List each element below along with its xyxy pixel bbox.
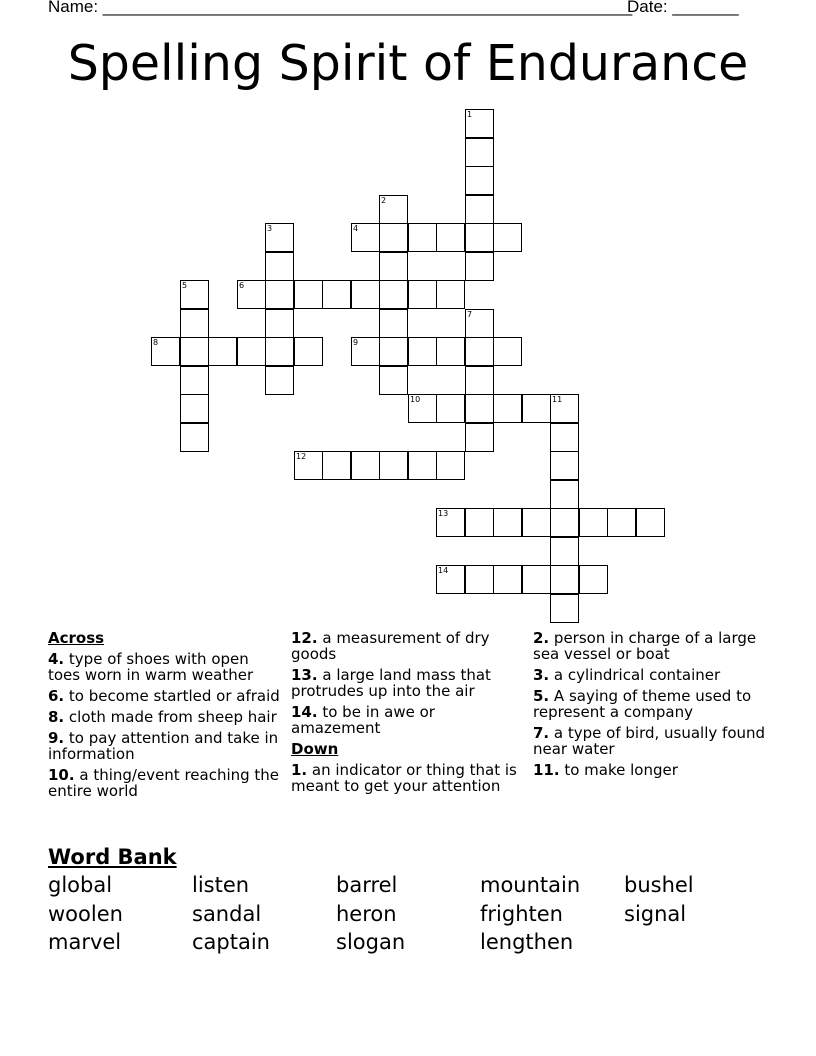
word-bank-item: bushel xyxy=(624,873,694,897)
grid-cell[interactable] xyxy=(180,366,209,395)
grid-cell[interactable] xyxy=(579,508,608,537)
grid-cell[interactable] xyxy=(208,337,237,366)
clue-text: a cylindrical container xyxy=(553,666,721,684)
grid-cell[interactable] xyxy=(550,565,579,594)
grid-cell[interactable] xyxy=(493,394,522,423)
grid-cell[interactable] xyxy=(408,451,437,480)
grid-cell[interactable] xyxy=(379,252,408,281)
clue-down-11 xyxy=(533,762,769,778)
clue-text: to be in awe or amazement xyxy=(291,703,435,737)
word-bank-item: heron xyxy=(336,902,397,926)
grid-cell[interactable] xyxy=(180,337,209,366)
grid-cell[interactable] xyxy=(294,451,323,480)
grid-cell[interactable] xyxy=(436,508,465,537)
clue-down-7 xyxy=(533,725,769,757)
clue-number-label: 13 xyxy=(438,509,449,518)
clue-text: an indicator or thing that is meant to get your attention xyxy=(291,761,517,795)
grid-cell[interactable] xyxy=(379,280,408,309)
grid-cell[interactable] xyxy=(550,394,579,423)
grid-cell[interactable] xyxy=(436,280,465,309)
grid-cell[interactable] xyxy=(180,280,209,309)
grid-cell[interactable] xyxy=(436,394,465,423)
clue-number-label: 7 xyxy=(467,310,473,319)
grid-cell[interactable] xyxy=(379,309,408,338)
grid-cell[interactable] xyxy=(465,223,494,252)
clue-across-9 xyxy=(48,730,284,762)
clue-number: 2. xyxy=(533,629,550,647)
grid-cell[interactable] xyxy=(550,594,579,623)
word-bank-item: sandal xyxy=(192,902,262,926)
grid-cell[interactable] xyxy=(322,280,351,309)
clue-text: A saying of theme used to represent a company xyxy=(533,687,752,721)
grid-cell[interactable] xyxy=(550,508,579,537)
word-bank-item: frighten xyxy=(480,902,563,926)
clue-down-5 xyxy=(533,688,769,720)
grid-cell[interactable] xyxy=(379,337,408,366)
grid-cell[interactable] xyxy=(550,480,579,509)
name-field-label: Name: ________________________________________________________ xyxy=(48,0,633,16)
grid-cell[interactable] xyxy=(408,337,437,366)
grid-cell[interactable] xyxy=(493,565,522,594)
grid-cell[interactable] xyxy=(522,394,551,423)
grid-cell[interactable] xyxy=(465,309,494,338)
clue-number: 12. xyxy=(291,629,318,647)
date-field-label: Date: _______ xyxy=(627,0,739,16)
clue-number-label: 9 xyxy=(353,338,359,347)
clue-number: 3. xyxy=(533,666,550,684)
clue-number: 9. xyxy=(48,729,65,747)
grid-cell[interactable] xyxy=(351,223,380,252)
grid-cell[interactable] xyxy=(294,280,323,309)
word-bank-title: Word Bank xyxy=(48,845,177,869)
clue-number: 1. xyxy=(291,761,308,779)
grid-cell[interactable] xyxy=(265,223,294,252)
grid-cell[interactable] xyxy=(265,309,294,338)
grid-cell[interactable] xyxy=(379,366,408,395)
grid-cell[interactable] xyxy=(408,223,437,252)
grid-cell[interactable] xyxy=(265,280,294,309)
clue-number: 13. xyxy=(291,666,318,684)
grid-cell[interactable] xyxy=(436,337,465,366)
grid-cell[interactable] xyxy=(465,508,494,537)
grid-cell[interactable] xyxy=(265,366,294,395)
word-bank-item: barrel xyxy=(336,873,398,897)
grid-cell[interactable] xyxy=(465,166,494,195)
grid-cell[interactable] xyxy=(180,423,209,452)
grid-cell[interactable] xyxy=(579,565,608,594)
grid-cell[interactable] xyxy=(493,508,522,537)
clue-text: type of shoes with open toes worn in warm weather xyxy=(48,650,254,684)
across-heading: Across xyxy=(48,629,105,647)
grid-cell[interactable] xyxy=(465,252,494,281)
clue-number: 5. xyxy=(533,687,550,705)
grid-cell[interactable] xyxy=(465,366,494,395)
grid-cell[interactable] xyxy=(465,195,494,224)
word-bank-item: listen xyxy=(192,873,250,897)
clue-across-12 xyxy=(291,630,527,662)
grid-cell[interactable] xyxy=(351,451,380,480)
clue-number-label: 5 xyxy=(182,281,188,290)
word-bank-item: mountain xyxy=(480,873,581,897)
clue-text: to pay attention and take in information xyxy=(48,729,279,763)
grid-cell[interactable] xyxy=(351,337,380,366)
clue-number-label: 1 xyxy=(467,110,473,119)
clue-number: 11. xyxy=(533,761,560,779)
clue-down-2 xyxy=(533,630,769,662)
grid-cell[interactable] xyxy=(237,280,266,309)
grid-cell[interactable] xyxy=(493,223,522,252)
grid-cell[interactable] xyxy=(436,223,465,252)
clues-column-3 xyxy=(533,630,769,783)
grid-cell[interactable] xyxy=(493,337,522,366)
grid-cell[interactable] xyxy=(180,309,209,338)
grid-cell[interactable] xyxy=(180,394,209,423)
page-title: Spelling Spirit of Endurance xyxy=(67,35,749,92)
clue-number-label: 4 xyxy=(353,224,359,233)
grid-cell[interactable] xyxy=(265,337,294,366)
clue-down-3 xyxy=(533,667,769,683)
clues-column-2 xyxy=(291,630,527,799)
word-bank-item: signal xyxy=(624,902,687,926)
grid-cell[interactable] xyxy=(465,109,494,138)
clue-number-label: 14 xyxy=(438,566,449,575)
clue-number-label: 8 xyxy=(153,338,159,347)
clue-number: 10. xyxy=(48,766,75,784)
word-bank-item: slogan xyxy=(336,930,406,954)
word-bank-item: woolen xyxy=(48,902,123,926)
down-heading: Down xyxy=(291,740,339,758)
clue-text: a measurement of dry goods xyxy=(291,629,490,663)
grid-cell[interactable] xyxy=(465,565,494,594)
clue-across-4 xyxy=(48,651,284,683)
grid-cell[interactable] xyxy=(379,223,408,252)
grid-cell[interactable] xyxy=(465,423,494,452)
grid-cell[interactable] xyxy=(294,337,323,366)
clue-down-1 xyxy=(291,762,527,794)
clue-across-8 xyxy=(48,709,284,725)
word-bank-item: lengthen xyxy=(480,930,574,954)
grid-cell[interactable] xyxy=(379,195,408,224)
grid-cell[interactable] xyxy=(351,280,380,309)
clue-number: 7. xyxy=(533,724,550,742)
clue-text: a thing/event reaching the entire world xyxy=(48,766,280,800)
grid-cell[interactable] xyxy=(436,451,465,480)
grid-cell[interactable] xyxy=(522,508,551,537)
clue-across-10 xyxy=(48,767,284,799)
word-bank-item: captain xyxy=(192,930,270,954)
grid-cell[interactable] xyxy=(265,252,294,281)
clue-across-13 xyxy=(291,667,527,699)
clue-number: 14. xyxy=(291,703,318,721)
grid-cell[interactable] xyxy=(151,337,180,366)
clue-text: to become startled or afraid xyxy=(68,687,280,705)
grid-cell[interactable] xyxy=(465,337,494,366)
clue-number-label: 12 xyxy=(296,452,307,461)
grid-cell[interactable] xyxy=(237,337,266,366)
grid-cell[interactable] xyxy=(550,423,579,452)
grid-cell[interactable] xyxy=(636,508,665,537)
clue-number: 6. xyxy=(48,687,65,705)
clue-number-label: 2 xyxy=(381,196,387,205)
clue-text: to make longer xyxy=(564,761,678,779)
clue-number-label: 6 xyxy=(239,281,245,290)
grid-cell[interactable] xyxy=(465,394,494,423)
grid-cell[interactable] xyxy=(436,565,465,594)
clue-text: a type of bird, usually found near water xyxy=(533,724,766,758)
grid-cell[interactable] xyxy=(379,451,408,480)
word-bank-item: global xyxy=(48,873,113,897)
grid-cell[interactable] xyxy=(322,451,351,480)
clue-text: person in charge of a large sea vessel or boat xyxy=(533,629,757,663)
word-bank-item: marvel xyxy=(48,930,122,954)
clue-number-label: 3 xyxy=(267,224,273,233)
clue-number: 4. xyxy=(48,650,65,668)
grid-cell[interactable] xyxy=(465,138,494,167)
grid-cell[interactable] xyxy=(550,451,579,480)
grid-cell[interactable] xyxy=(408,280,437,309)
grid-cell[interactable] xyxy=(408,394,437,423)
clue-text: cloth made from sheep hair xyxy=(68,708,277,726)
clue-text: a large land mass that protrudes up into the air xyxy=(291,666,491,700)
grid-cell[interactable] xyxy=(522,565,551,594)
clue-number-label: 11 xyxy=(552,395,563,404)
clue-number-label: 10 xyxy=(410,395,421,404)
clue-across-6 xyxy=(48,688,284,704)
clues-column-1 xyxy=(48,630,284,804)
grid-cell[interactable] xyxy=(550,537,579,566)
clue-across-14 xyxy=(291,704,527,736)
clue-number: 8. xyxy=(48,708,65,726)
grid-cell[interactable] xyxy=(607,508,636,537)
